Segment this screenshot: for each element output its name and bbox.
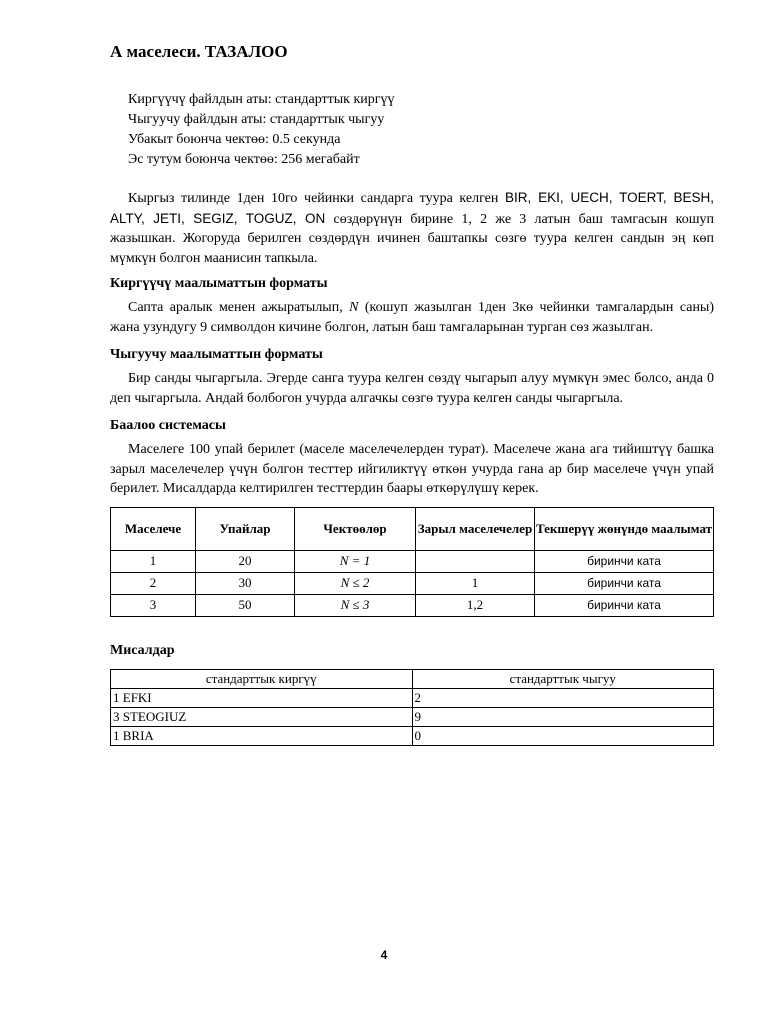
example-input: 1 EFKI xyxy=(111,688,413,707)
input-text-2: (кошуп жазылган 1ден 3кө чейинки тамгалардын саны) жана узундугу 9 символдон кичине болгон, латын баш тамгаларынан турган сөз жазылган. xyxy=(110,300,714,335)
statement-text-1: Кыргыз тилинде 1ден 10го чейинки сандарга туура келген xyxy=(128,191,505,206)
example-input: 1 BRIA xyxy=(111,726,413,745)
problem-title: А маселеси. ТАЗАЛОО xyxy=(110,42,288,61)
table-row xyxy=(111,550,714,572)
grading-cell-constraint: N = 1 xyxy=(295,550,416,572)
table-row xyxy=(111,572,714,594)
grading-cell-points: 50 xyxy=(196,594,295,616)
grading-cell-sub: 3 xyxy=(111,594,196,616)
grading-header-sub: Маселече xyxy=(111,507,196,550)
example-output: 9 xyxy=(412,707,714,726)
grading-cell-info: биринчи ката xyxy=(535,572,714,594)
examples-header-output: стандарттык чыгуу xyxy=(412,669,714,688)
input-format-heading: Киргүүчү маалыматтын форматы xyxy=(110,276,328,291)
scoring-text: Маселеге 100 упай берилет (масeле маселечелерден турат). Маселече жана ага тийиштүү башка зарыл маселечелер үчүн болгон тесттер ийгиликтүү өткөн учурда гана ар бир маселече үчүн упай берилет. Мисалдарда келтирилген тесттердин баары өткөрүлүшү керек. xyxy=(110,442,714,496)
grading-cell-constraint: N ≤ 3 xyxy=(295,594,416,616)
examples-header-input: стандарттык киргүү xyxy=(111,669,413,688)
examples-heading: Мисалдар xyxy=(110,642,175,658)
grading-cell-points: 30 xyxy=(196,572,295,594)
meta-input-file: Киргүүчү файлдын аты: стандарттык киргүү xyxy=(128,92,395,107)
examples-header-row xyxy=(111,669,714,688)
table-row xyxy=(111,594,714,616)
grading-header-row xyxy=(111,507,714,550)
examples-table xyxy=(110,669,714,746)
output-format-text: Бир санды чыгаргыла. Эгерде санга туура келген сөздү чыгарып алуу мүмкүн эмес болсо, анда 0 деп чыгаргыла. Андай болбогон учурда алгачкы сөзгө туура келген санды чыгаргыла. xyxy=(110,371,714,406)
input-variable: N xyxy=(349,300,359,315)
grading-header-points: Упайлар xyxy=(196,507,295,550)
grading-cell-sub: 2 xyxy=(111,572,196,594)
output-format-heading: Чыгуучу маалыматтын форматы xyxy=(110,347,323,362)
grading-table xyxy=(110,507,714,617)
meta-output-file: Чыгуучу файлдын аты: стандарттык чыгуу xyxy=(128,112,385,127)
example-output: 0 xyxy=(412,726,714,745)
meta-time-limit: Убакыт боюнча чектөө: 0.5 секунда xyxy=(128,132,341,147)
grading-cell-constraint: N ≤ 2 xyxy=(295,572,416,594)
statement-words: BIR, EKI, UECH, TOERT, BESH, ALTY, JETI, SEGIZ, TOGUZ, ON xyxy=(110,190,714,226)
example-output: 2 xyxy=(412,688,714,707)
meta-memory-limit: Эс тутум боюнча чектөө: 256 мегабайт xyxy=(128,152,360,167)
grading-cell-sub: 1 xyxy=(111,550,196,572)
problem-statement xyxy=(110,188,714,268)
page-number: 4 xyxy=(380,948,388,962)
grading-cell-required xyxy=(416,550,535,572)
table-row xyxy=(111,707,714,726)
problem-meta xyxy=(110,90,714,170)
grading-cell-required: 1 xyxy=(416,572,535,594)
grading-header-constraints: Чектөөлөр xyxy=(295,507,416,550)
grading-header-info: Текшерүү жөнүндө маалымат xyxy=(535,507,714,550)
input-format-text xyxy=(110,298,714,337)
grading-cell-info: биринчи ката xyxy=(535,550,714,572)
grading-cell-points: 20 xyxy=(196,550,295,572)
input-text-1: Сапта аралык менен ажыратылып, xyxy=(128,300,350,315)
grading-header-required: Зарыл маселечелер xyxy=(416,507,535,550)
grading-cell-info: биринчи ката xyxy=(535,594,714,616)
document-page xyxy=(110,42,714,746)
table-row xyxy=(111,688,714,707)
example-input: 3 STEOGIUZ xyxy=(111,707,413,726)
table-row xyxy=(111,726,714,745)
statement-text-2: сөздөрүнүн бирине 1, 2 же 3 латын баш тамгасын кошуп жазышкан. Жогоруда берилген сөздөрдүн ичинен баштапкы сөзгө туура келген сандын эң көп мүмкүн болгон маанисин тапкыла. xyxy=(110,211,714,266)
scoring-heading: Баалоо системасы xyxy=(110,418,226,433)
grading-cell-required: 1,2 xyxy=(416,594,535,616)
